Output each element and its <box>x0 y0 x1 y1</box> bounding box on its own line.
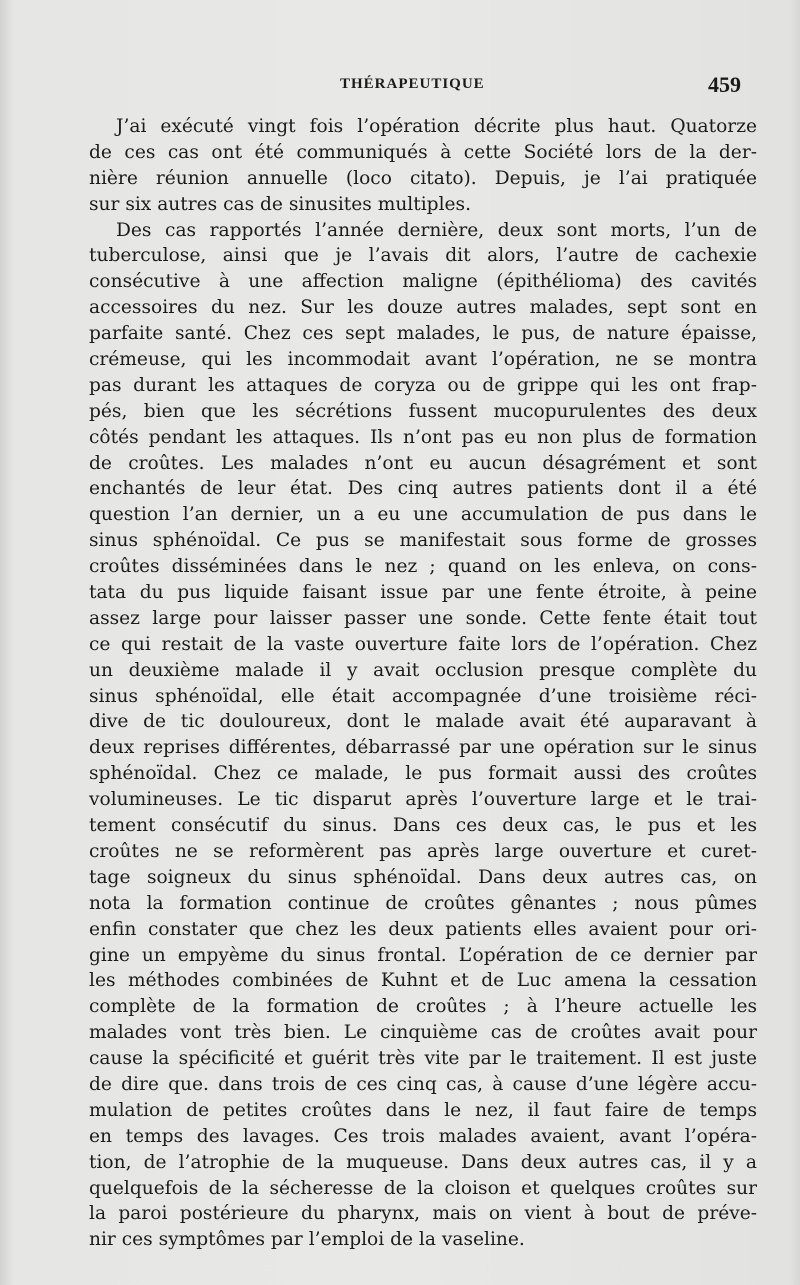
text-line: nière réunion annuelle (loco citato). Depuis, je l’ai pratiquée <box>89 167 757 189</box>
text-line: volumineuses. Le tic disparut après l’ouverture large et le trai- <box>89 789 757 811</box>
text-line: deux reprises différentes, débarrassé par une opération sur le sinus <box>89 737 757 759</box>
text-line: pés, bien que les sécrétions fussent mucopurulentes des deux <box>89 400 757 422</box>
page-header <box>0 72 800 102</box>
text-line: Des cas rapportés l’année dernière, deux sont morts, l’un de <box>116 219 757 241</box>
text-line: mulation de petites croûtes dans le nez, il faut faire de temps <box>89 1099 757 1121</box>
text-line: accessoires du nez. Sur les douze autres malades, sept sont en <box>89 297 757 319</box>
text-line: croûtes disséminées dans le nez ; quand on les enleva, on cons- <box>89 556 757 578</box>
text-line: un deuxième malade il y avait occlusion presque complète du <box>89 659 757 681</box>
text-line: côtés pendant les attaques. Ils n’ont pas eu non plus de formation <box>89 426 757 448</box>
text-line: question l’an dernier, un a eu une accumulation de pus dans le <box>89 504 757 526</box>
text-line: cause la spécificité et guérit très vite par le traitement. Il est juste <box>89 1048 757 1070</box>
text-line: tement consécutif du sinus. Dans ces deux cas, le pus et les <box>89 815 757 837</box>
text-line: complète de la formation de croûtes ; à l’heure actuelle les <box>89 996 757 1018</box>
text-line: sinus sphénoïdal. Ce pus se manifestait sous forme de grosses <box>89 530 757 552</box>
text-line: tion, de l’atrophie de la muqueuse. Dans deux autres cas, il y a <box>89 1151 757 1173</box>
text-line: sphénoïdal. Chez ce malade, le pus formait aussi des croûtes <box>89 763 757 785</box>
text-line: enfin constater que chez les deux patients elles avaient pour ori- <box>89 918 757 940</box>
text-line: sur six autres cas de sinusites multiples. <box>89 193 471 215</box>
text-line: enchantés de leur état. Des cinq autres patients dont il a été <box>89 478 757 500</box>
running-title: THÉRAPEUTIQUE <box>340 76 485 92</box>
text-line: ce qui restait de la vaste ouverture faite lors de l’opération. Chez <box>89 633 757 655</box>
text-line: les méthodes combinées de Kuhnt et de Luc amena la cessation <box>89 970 757 992</box>
text-line: J’ai exécuté vingt fois l’opération décrite plus haut. Quatorze <box>116 116 757 137</box>
text-line: croûtes ne se reformèrent pas après large ouverture et curet- <box>89 840 757 862</box>
text-line: gine un empyème du sinus frontal. L’opération de ce dernier par <box>89 944 757 966</box>
text-line: tata du pus liquide faisant issue par une fente étroite, à peine <box>89 582 757 604</box>
text-line: parfaite santé. Chez ces sept malades, le pus, de nature épaisse, <box>89 323 757 345</box>
page-number: 459 <box>708 72 741 97</box>
text-line: pas durant les attaques de coryza ou de grippe qui les ont frap- <box>89 374 757 396</box>
text-line: de croûtes. Les malades n’ont eu aucun désagrément et sont <box>89 452 757 474</box>
text-line: crémeuse, qui les incommodait avant l’opération, ne se montra <box>89 349 757 371</box>
text-line: dive de tic douloureux, dont le malade avait été auparavant à <box>89 711 757 733</box>
text-line: tage soigneux du sinus sphénoïdal. Dans deux autres cas, on <box>89 866 757 888</box>
body-text <box>89 114 757 1253</box>
text-line: assez large pour laisser passer une sonde. Cette fente était tout <box>89 607 757 629</box>
text-line: malades vont très bien. Le cinquième cas de croûtes avait pour <box>89 1022 757 1044</box>
text-line: nir ces symptômes par l’emploi de la vaseline. <box>89 1229 525 1251</box>
text-line: de ces cas ont été communiqués à cette Société lors de la der- <box>89 141 757 163</box>
text-line: la paroi postérieure du pharynx, mais on vient à bout de préve- <box>89 1203 757 1225</box>
text-line: de dire que. dans trois de ces cinq cas, à cause d’une légère accu- <box>89 1073 757 1095</box>
text-line: sinus sphénoïdal, elle était accompagnée d’une troisième réci- <box>89 685 757 707</box>
text-line: consécutive à une affection maligne (épithélioma) des cavités <box>89 271 757 293</box>
text-line: quelquefois de la sécheresse de la cloison et quelques croûtes sur <box>89 1177 757 1199</box>
text-line: en temps des lavages. Ces trois malades avaient, avant l’opéra- <box>89 1125 757 1147</box>
text-line: tuberculose, ainsi que je l’avais dit alors, l’autre de cachexie <box>89 245 757 267</box>
text-line: nota la formation continue de croûtes gênantes ; nous pûmes <box>89 892 757 914</box>
